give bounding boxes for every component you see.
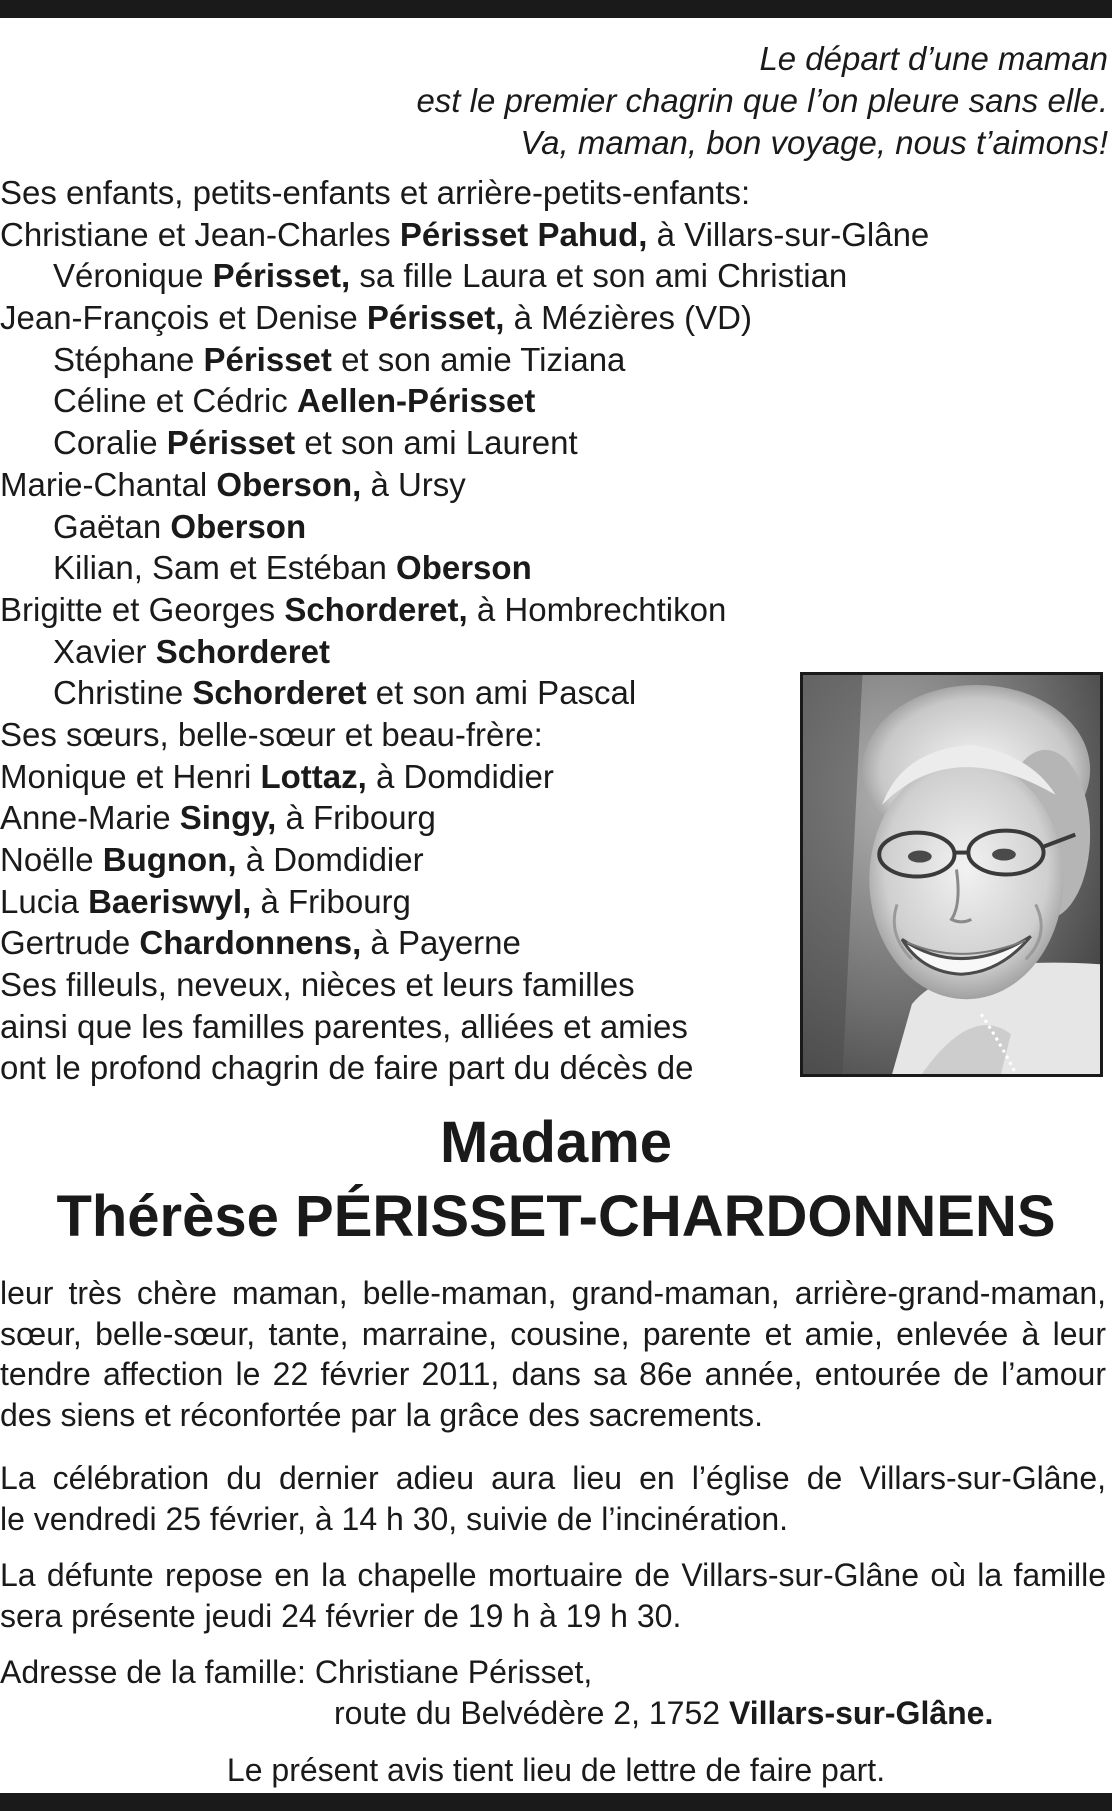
family-address: Adresse de la famille: Christiane Périsset, [0, 1654, 593, 1690]
family-line: Anne-Marie Singy, à Fribourg [0, 799, 436, 837]
family-list [0, 172, 930, 1089]
family-line: ont le profond chagrin de faire part du décès de [0, 1049, 694, 1087]
quote-line: Va, maman, bon voyage, nous t’aimons! [520, 124, 1108, 161]
paragraph-ceremony [0, 1458, 1106, 1539]
family-address-street: route du Belvédère 2, 1752 Villars-sur-Glâne. [334, 1695, 994, 1731]
text-line: des siens et réconfortée par la grâce des sacrements. [0, 1396, 764, 1433]
family-line: Stéphane Périsset et son amie Tiziana [53, 340, 626, 378]
portrait-photo-icon [803, 675, 1100, 1074]
portrait-photo [800, 672, 1103, 1077]
family-line: Lucia Baeriswyl, à Fribourg [0, 882, 411, 920]
family-line: Céline et Cédric Aellen-Périsset [53, 382, 536, 420]
family-line: Marie-Chantal Oberson, à Ursy [0, 465, 466, 503]
family-line: Brigitte et Georges Schorderet, à Hombrechtikon [0, 590, 727, 628]
family-line: ainsi que les familles parentes, alliées et amies [0, 1007, 688, 1045]
family-line: Noëlle Bugnon, à Domdidier [0, 841, 424, 878]
family-line: Gaëtan Oberson [53, 507, 307, 545]
family-line: Ses filleuls, neveux, nièces et leurs familles [0, 966, 635, 1004]
family-line: Monique et Henri Lottaz, à Domdidier [0, 757, 554, 795]
family-line: Christine Schorderet et son ami Pascal [53, 674, 637, 712]
quote-line: Le départ d’une maman [759, 40, 1108, 77]
epigraph-quote [348, 38, 1108, 164]
family-line: Véronique Périsset, sa fille Laura et son ami Christian [53, 257, 848, 295]
text-line: tendre affection le 22 février 2011, dans sa 86e année, entourée de l’amour [0, 1356, 1106, 1392]
closing-notice: Le présent avis tient lieu de lettre de faire part. [226, 1752, 886, 1788]
family-line: Jean-François et Denise Périsset, à Mézières (VD) [0, 299, 752, 337]
top-rule [0, 0, 1112, 18]
paragraph-announcement [0, 1273, 1106, 1435]
family-line: Kilian, Sam et Estéban Oberson [53, 549, 532, 587]
text-line: sœur, belle-sœur, tante, marraine, cousine, parente et amie, enlevée à leur [0, 1315, 1106, 1352]
family-line: Gertrude Chardonnens, à Payerne [0, 924, 521, 962]
family-line: Xavier Schorderet [53, 632, 330, 670]
quote-line: est le premier chagrin que l’on pleure sans elle. [416, 82, 1108, 119]
paragraph-visitation [0, 1555, 1106, 1636]
text-line: le vendredi 25 février, à 14 h 30, suivie de l’incinération. [0, 1500, 789, 1537]
text-line: leur très chère maman, belle-maman, grand-maman, arrière-grand-maman, [0, 1275, 1106, 1311]
family-line: Ses enfants, petits-enfants et arrière-petits-enfants: [0, 174, 751, 211]
deceased-name: Thérèse PÉRISSET-CHARDONNENS [56, 1184, 1056, 1249]
text-line: sera présente jeudi 24 février de 19 h à 19 h 30. [0, 1597, 682, 1634]
bottom-rule [0, 1793, 1112, 1811]
text-line: La célébration du dernier adieu aura lieu en l’église de Villars-sur-Glâne, [0, 1460, 1106, 1496]
family-line: Coralie Périsset et son ami Laurent [53, 424, 578, 462]
family-line: Ses sœurs, belle-sœur et beau-frère: [0, 715, 543, 753]
salutation: Madame [439, 1110, 673, 1175]
text-line: La défunte repose en la chapelle mortuaire de Villars-sur-Glâne où la famille [0, 1557, 1106, 1593]
family-line: Christiane et Jean-Charles Périsset Pahud, à Villars-sur-Glâne [0, 215, 930, 253]
